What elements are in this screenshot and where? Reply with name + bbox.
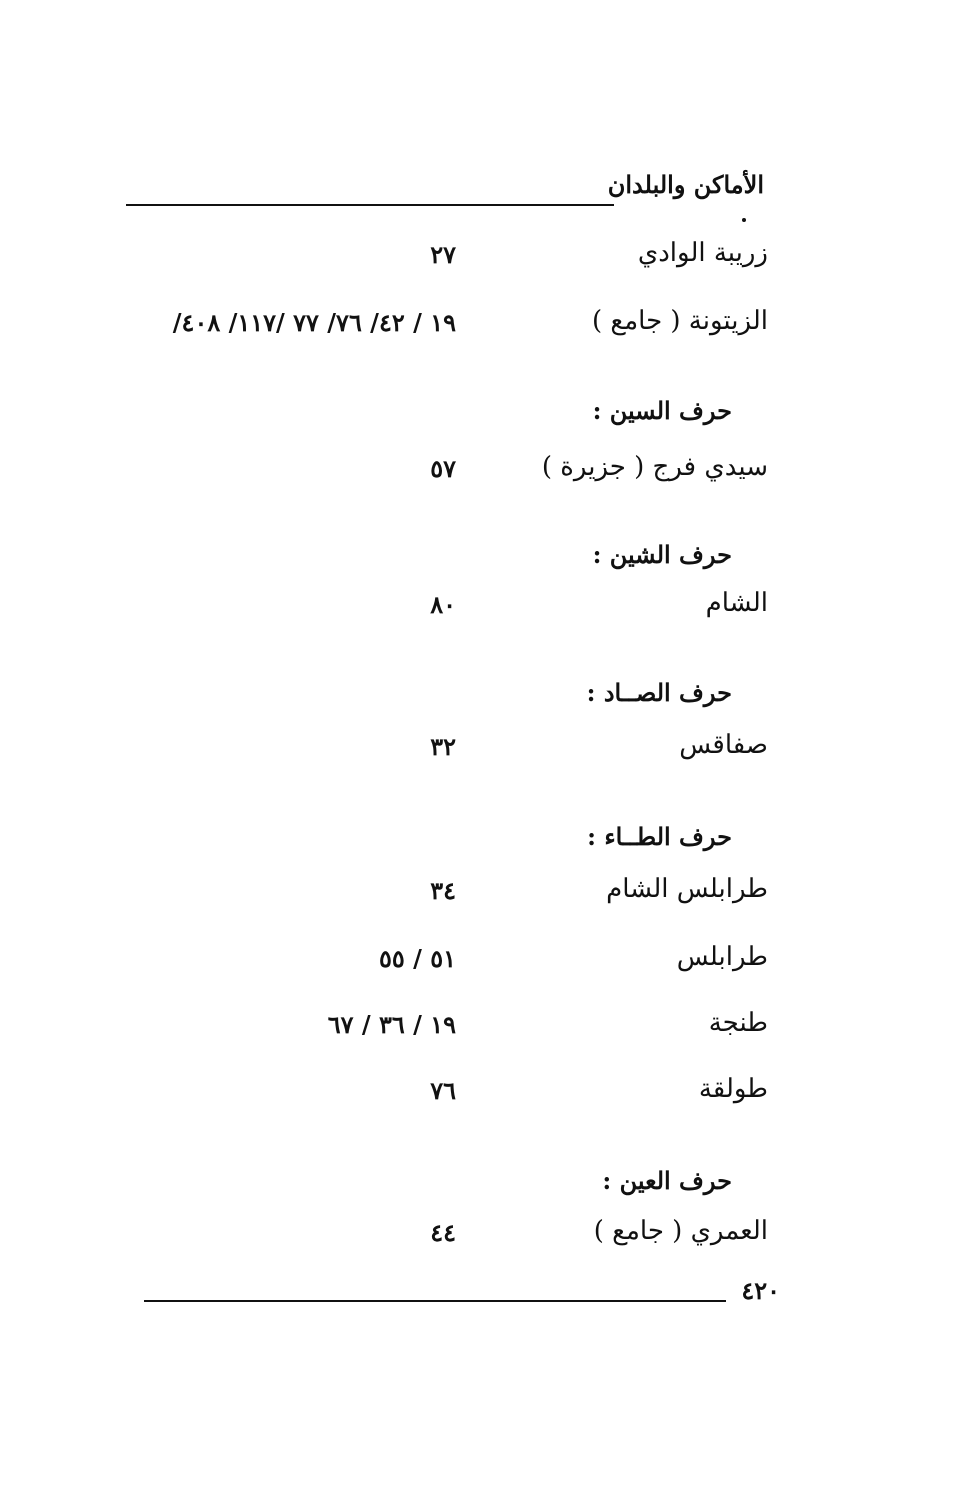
- place-name: زريبة الوادي: [637, 238, 768, 268]
- page-references: ٣٢: [430, 732, 456, 761]
- page-number: ٤٢٠: [741, 1276, 780, 1305]
- index-entry: [0, 942, 956, 986]
- page-references: ٨٠: [430, 590, 456, 619]
- place-name: طنجة: [708, 1008, 768, 1038]
- letter-heading: حرف السين :: [592, 396, 732, 425]
- index-entry: [0, 1008, 956, 1052]
- place-name: طولقة: [698, 1074, 768, 1104]
- page-references: ٥٧: [430, 454, 456, 483]
- index-entry: [0, 1216, 956, 1260]
- place-name: الزيتونة ( جامع ): [591, 306, 768, 336]
- index-entry: [0, 588, 956, 632]
- place-name: العمري ( جامع ): [593, 1216, 768, 1246]
- page-references: ٤٤: [430, 1218, 456, 1247]
- place-name: طرابلس: [676, 942, 768, 972]
- index-entry: [0, 452, 956, 496]
- index-entry: [0, 874, 956, 918]
- page-references: ٧٦: [430, 1076, 456, 1105]
- place-name: صفاقس: [679, 730, 768, 760]
- footer-rule: [144, 1300, 726, 1302]
- page-references: ٥١ / ٥٥: [378, 944, 456, 973]
- index-entry: [0, 730, 956, 774]
- page-references: ١٩ / ٣٦ / ٦٧: [327, 1010, 456, 1039]
- letter-heading: حرف الصــاد :: [586, 678, 732, 707]
- letter-heading: حرف الطــاء :: [587, 822, 732, 851]
- letter-heading: حرف الشين :: [592, 540, 732, 569]
- index-entry: [0, 238, 956, 282]
- page-header-title: الأماكن والبلدان: [607, 170, 764, 199]
- page-references: ٣٤: [430, 876, 456, 905]
- page-references: ١٩ / ٤٢/ ٧٦/ ٧٧ /١١٧/ ٤٠٨/: [172, 308, 456, 337]
- letter-heading: حرف العين :: [602, 1166, 732, 1195]
- index-entry: [0, 1074, 956, 1118]
- place-name: سيدي فرج ( جزيرة ): [541, 452, 768, 482]
- place-name: الشام: [705, 588, 768, 618]
- page-references: ٢٧: [430, 240, 456, 269]
- place-name: طرابلس الشام: [606, 874, 768, 904]
- index-entry: [0, 306, 956, 350]
